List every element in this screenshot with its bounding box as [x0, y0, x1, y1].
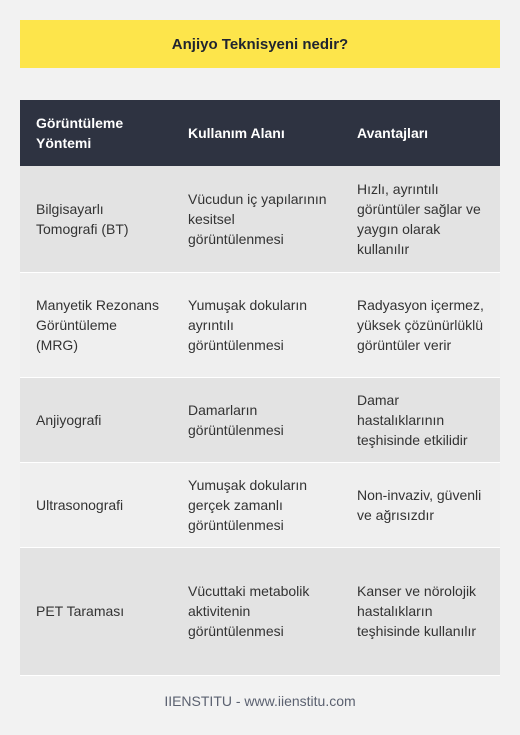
- table-row: [20, 377, 500, 462]
- table-row: [20, 547, 500, 675]
- table-row: [20, 166, 500, 272]
- usage-cell: Vücuttaki metabolik aktivitenin görüntülenmesi: [172, 547, 341, 675]
- method-cell: Ultrasonografi: [20, 462, 172, 547]
- advantages-cell: Radyasyon içermez, yüksek çözünürlüklü görüntüler verir: [341, 272, 500, 377]
- advantages-cell: Kanser ve nörolojik hastalıkların teşhisinde kullanılır: [341, 547, 500, 675]
- method-cell: Anjiyografi: [20, 377, 172, 462]
- advantages-cell: Hızlı, ayrıntılı görüntüler sağlar ve yaygın olarak kullanılır: [341, 166, 500, 272]
- table-header-row: [20, 100, 500, 166]
- imaging-methods-table: [20, 100, 500, 676]
- method-cell: Manyetik Rezonans Görüntüleme (MRG): [20, 272, 172, 377]
- table-row: [20, 272, 500, 377]
- usage-cell: Vücudun iç yapılarının kesitsel görüntülenmesi: [172, 166, 341, 272]
- advantages-cell: Damar hastalıklarının teşhisinde etkilidir: [341, 377, 500, 462]
- usage-cell: Damarların görüntülenmesi: [172, 377, 341, 462]
- method-cell: Bilgisayarlı Tomografi (BT): [20, 166, 172, 272]
- method-cell: PET Taraması: [20, 547, 172, 675]
- advantages-cell: Non-invaziv, güvenli ve ağrısızdır: [341, 462, 500, 547]
- header-usage: Kullanım Alanı: [172, 100, 341, 166]
- header-method: Görüntüleme Yöntemi: [20, 100, 172, 166]
- page-title: Anjiyo Teknisyeni nedir?: [20, 20, 500, 68]
- footer-credit: IIENSTITU - www.iienstitu.com: [164, 693, 356, 709]
- usage-cell: Yumuşak dokuların gerçek zamanlı görüntülenmesi: [172, 462, 341, 547]
- header-advantages: Avantajları: [341, 100, 500, 166]
- usage-cell: Yumuşak dokuların ayrıntılı görüntülenmesi: [172, 272, 341, 377]
- table-row: [20, 462, 500, 547]
